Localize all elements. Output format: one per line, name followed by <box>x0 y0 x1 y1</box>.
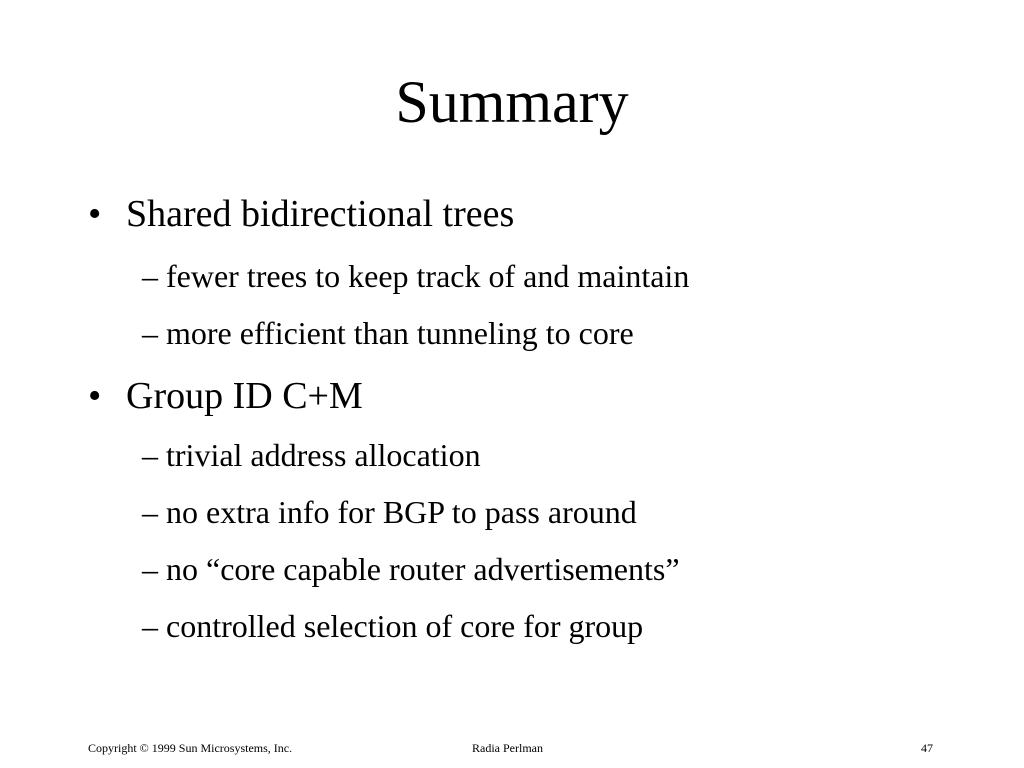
bullet-marker: • <box>88 193 102 235</box>
sub-bullet-item: – no “core capable router advertisements” <box>142 551 680 587</box>
bullet-marker: • <box>88 375 102 417</box>
sub-bullet-item: – fewer trees to keep track of and maintain <box>142 258 690 294</box>
sub-bullet-item: – trivial address allocation <box>142 437 481 473</box>
bullet-item <box>88 192 514 236</box>
bullet-text: Group ID C+M <box>126 375 363 417</box>
bullet-text: Shared bidirectional trees <box>126 193 515 235</box>
bullet-item <box>88 374 363 418</box>
footer-author: Radia Perlman <box>472 741 543 755</box>
footer-page-number: 47 <box>921 741 933 755</box>
sub-bullet-item: – no extra info for BGP to pass around <box>142 494 637 530</box>
sub-bullet-item: – more efficient than tunneling to core <box>142 315 634 351</box>
footer-copyright: Copyright © 1999 Sun Microsystems, Inc. <box>88 741 293 755</box>
slide-title: Summary <box>395 69 629 135</box>
sub-bullet-item: – controlled selection of core for group <box>142 608 644 644</box>
